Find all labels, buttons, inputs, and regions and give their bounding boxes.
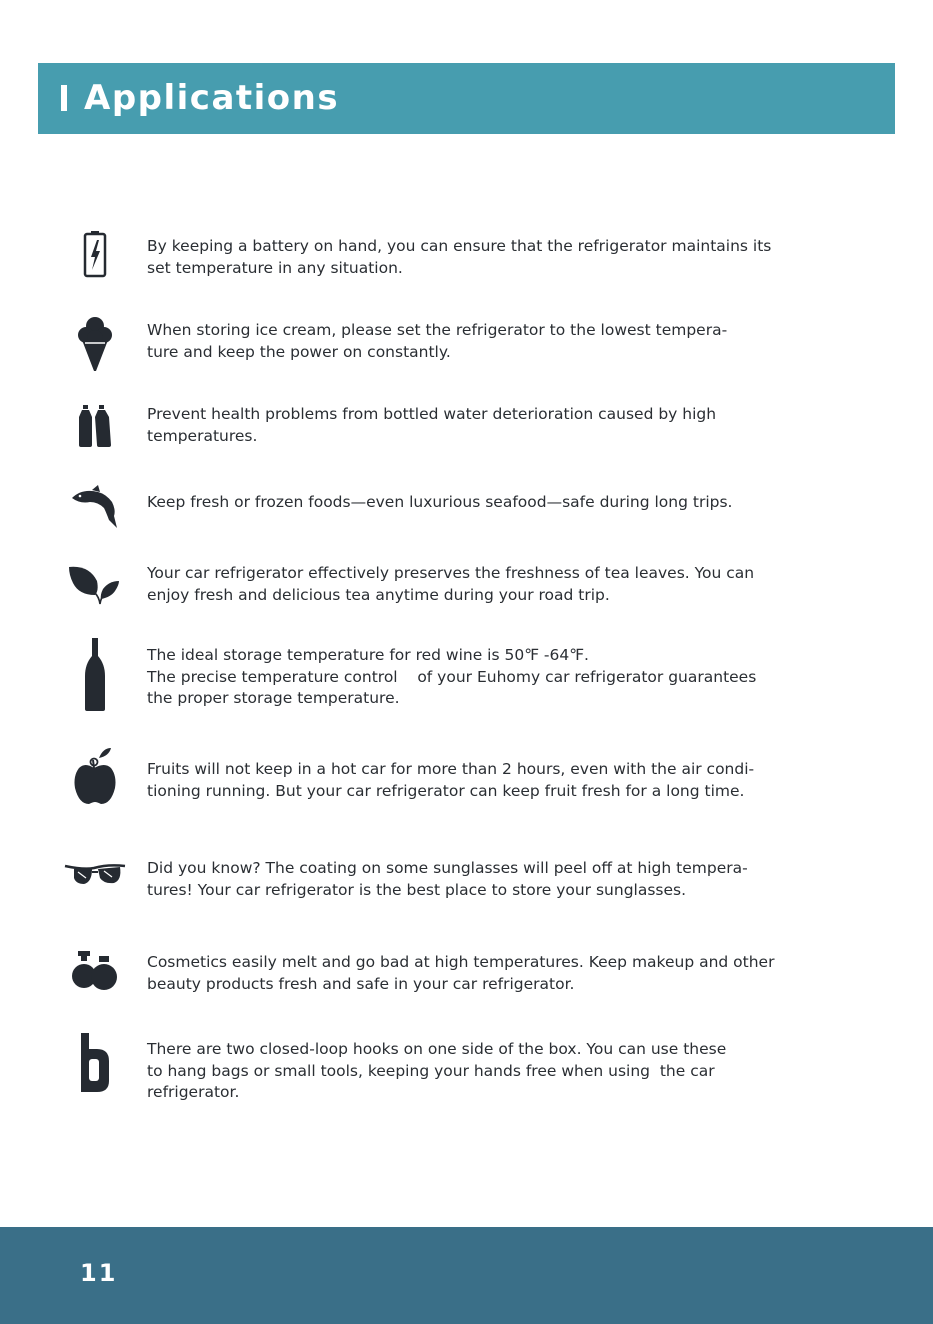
sunglasses-icon [60, 862, 130, 890]
item-text-line: refrigerator. [147, 1083, 240, 1101]
item-text-line: The ideal storage temperature for red wine is 50℉ -64℉. [147, 646, 589, 664]
item-text-line: Keep fresh or frozen foods—even luxurious seafood—safe during long trips. [147, 493, 733, 511]
item-text-line: The precise temperature control of your Euhomy car refrigerator guarantees [147, 667, 757, 686]
cosmetics-icon [60, 951, 130, 991]
item-text-line: tioning running. But your car refrigerator can keep fruit fresh for a long time. [147, 781, 745, 800]
fish-icon [60, 484, 130, 530]
item-text-line: Prevent health problems from bottled water deterioration caused by high [147, 405, 717, 423]
item-text [147, 952, 812, 995]
item-text-line: tures! Your car refrigerator is the best place to store your sunglasses. [147, 880, 687, 899]
item-text [147, 858, 812, 901]
item-text-line: Cosmetics easily melt and go bad at high temperatures. Keep makeup and other [147, 953, 775, 971]
item-text [147, 645, 812, 710]
item-text [147, 404, 812, 447]
item-text [147, 492, 812, 514]
footer-band [0, 1227, 933, 1324]
ice-cream-icon [60, 316, 130, 372]
item-text-line: ture and keep the power on constantly. [147, 342, 451, 361]
item-text-line: the proper storage temperature. [147, 689, 400, 707]
item-text-line: to hang bags or small tools, keeping your hands free when using the car [147, 1061, 715, 1080]
item-text-line: When storing ice cream, please set the refrigerator to the lowest tempera- [147, 321, 728, 339]
header-accent-bar [61, 85, 67, 111]
item-text [147, 236, 812, 279]
item-text-line: Fruits will not keep in a hot car for more than 2 hours, even with the air condi- [147, 760, 755, 778]
item-text-line: temperatures. [147, 426, 258, 445]
water-bottles-icon [60, 405, 130, 447]
page-number: 11 [80, 1259, 118, 1287]
item-text-line: By keeping a battery on hand, you can ensure that the refrigerator maintains its [147, 237, 772, 255]
item-text-line: beauty products fresh and safe in your car refrigerator. [147, 974, 575, 993]
hook-icon [60, 1033, 130, 1093]
item-text [147, 563, 812, 606]
wine-bottle-icon [60, 638, 130, 712]
item-text-line: set temperature in any situation. [147, 258, 403, 277]
item-text [147, 320, 812, 363]
item-text-line: enjoy fresh and delicious tea anytime during your road trip. [147, 585, 610, 604]
item-text [147, 1039, 812, 1104]
item-text-line: Your car refrigerator effectively preserves the freshness of tea leaves. You can [147, 564, 755, 582]
item-text-line: There are two closed-loop hooks on one side of the box. You can use these [147, 1040, 727, 1058]
header-band [38, 63, 895, 134]
page-title: Applications [84, 78, 340, 118]
tea-leaves-icon [60, 565, 130, 605]
apple-icon [60, 746, 130, 806]
item-text [147, 759, 812, 802]
battery-icon [60, 230, 130, 278]
item-text-line: Did you know? The coating on some sunglasses will peel off at high tempera- [147, 859, 748, 877]
